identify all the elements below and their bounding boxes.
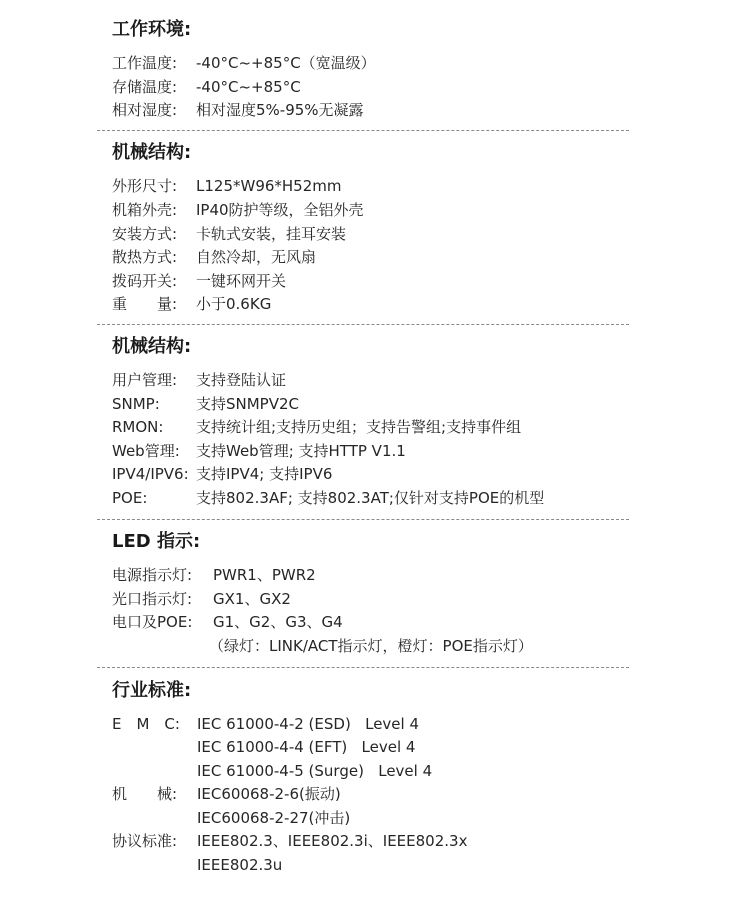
spec-value: IEEE802.3、IEEE802.3i、IEEE802.3x — [197, 832, 468, 850]
spec-row — [112, 783, 341, 806]
spec-row — [112, 487, 544, 510]
spec-row — [112, 440, 406, 463]
spec-row — [112, 736, 415, 759]
spec-label: 散热方式: — [112, 248, 178, 266]
section-divider — [97, 667, 629, 668]
spec-label: 工作温度: — [112, 54, 178, 72]
spec-label: 安装方式: — [112, 225, 178, 243]
section-title-environment: 工作环境: — [112, 19, 192, 40]
spec-row — [112, 854, 282, 877]
spec-row — [112, 76, 301, 99]
spec-value: 支持SNMPV2C — [196, 395, 300, 413]
spec-label: 协议标准: — [112, 832, 178, 850]
spec-row — [112, 52, 376, 75]
spec-value: IP40防护等级，全铝外壳 — [196, 201, 364, 219]
spec-value: 一键环网开关 — [196, 272, 287, 290]
section-title-standards: 行业标准: — [112, 680, 192, 701]
spec-value: IEC 61000-4-2 (ESD) Level 4 — [197, 715, 420, 733]
spec-row — [112, 564, 316, 587]
spec-row — [112, 199, 364, 222]
spec-value: IEEE802.3u — [197, 856, 283, 874]
spec-value: （绿灯：LINK/ACT指示灯，橙灯：POE指示灯） — [209, 637, 533, 655]
spec-label: 拨码开关: — [112, 272, 178, 290]
spec-value: G1、G2、G3、G4 — [213, 613, 343, 631]
spec-row — [112, 175, 342, 198]
spec-label: Web管理: — [112, 442, 180, 460]
spec-label: SNMP: — [112, 395, 160, 413]
spec-value: L125*W96*H52mm — [196, 177, 342, 195]
spec-row — [112, 369, 286, 392]
section-divider — [97, 519, 629, 520]
spec-label: 电口及POE: — [112, 613, 193, 631]
spec-row — [112, 807, 350, 830]
section-title-led: LED 指示: — [112, 531, 201, 552]
spec-label: POE: — [112, 489, 148, 507]
spec-row — [112, 270, 286, 293]
spec-value: 支持统计组;支持历史组；支持告警组;支持事件组 — [196, 418, 522, 436]
spec-row — [112, 713, 419, 736]
spec-label: E M C: — [112, 715, 180, 733]
spec-value: 支持登陆认证 — [196, 371, 287, 389]
spec-value: 相对湿度5%-95%无凝露 — [196, 101, 364, 119]
spec-row — [112, 760, 432, 783]
spec-row — [112, 588, 291, 611]
spec-row — [112, 463, 332, 486]
spec-label: 重 量: — [112, 295, 178, 313]
spec-row — [112, 99, 364, 122]
spec-label: 机箱外壳: — [112, 201, 178, 219]
spec-value: IEC60068-2-6(振动) — [197, 785, 341, 803]
spec-value: 支持IPV4; 支持IPV6 — [196, 465, 333, 483]
spec-label: 电源指示灯: — [112, 566, 193, 584]
spec-value: IEC60068-2-27(冲击) — [197, 809, 351, 827]
spec-value: 支持Web管理; 支持HTTP V1.1 — [196, 442, 406, 460]
spec-row — [112, 246, 316, 269]
spec-row — [112, 830, 467, 853]
spec-label: 机 械: — [112, 785, 178, 803]
spec-row — [112, 416, 521, 439]
spec-label: 用户管理: — [112, 371, 178, 389]
spec-label: IPV4/IPV6: — [112, 465, 189, 483]
spec-value: 小于0.6KG — [196, 295, 272, 313]
spec-value: PWR1、PWR2 — [213, 566, 316, 584]
spec-row — [112, 223, 346, 246]
spec-value: -40°C~+85°C（宽温级） — [196, 54, 376, 72]
spec-row — [112, 611, 343, 634]
spec-label: 外形尺寸: — [112, 177, 178, 195]
spec-value: -40°C~+85°C — [196, 78, 301, 96]
spec-row — [112, 393, 299, 416]
spec-label: 光口指示灯: — [112, 590, 193, 608]
section-divider — [97, 324, 629, 325]
spec-value: 支持802.3AF; 支持802.3AT;仅针对支持POE的机型 — [196, 489, 545, 507]
section-divider — [97, 130, 629, 131]
spec-label: 存储温度: — [112, 78, 178, 96]
spec-label: RMON: — [112, 418, 164, 436]
spec-value: IEC 61000-4-5 (Surge) Level 4 — [197, 762, 433, 780]
spec-label: 相对湿度: — [112, 101, 178, 119]
spec-value: 自然冷却，无风扇 — [196, 248, 317, 266]
spec-value: IEC 61000-4-4 (EFT) Level 4 — [197, 738, 416, 756]
section-title-mechanical: 机械结构: — [112, 142, 192, 163]
spec-value: 卡轨式安装，挂耳安装 — [196, 225, 347, 243]
section-title-management: 机械结构: — [112, 336, 192, 357]
spec-row — [112, 635, 533, 658]
spec-value: GX1、GX2 — [213, 590, 291, 608]
spec-row — [112, 293, 271, 316]
